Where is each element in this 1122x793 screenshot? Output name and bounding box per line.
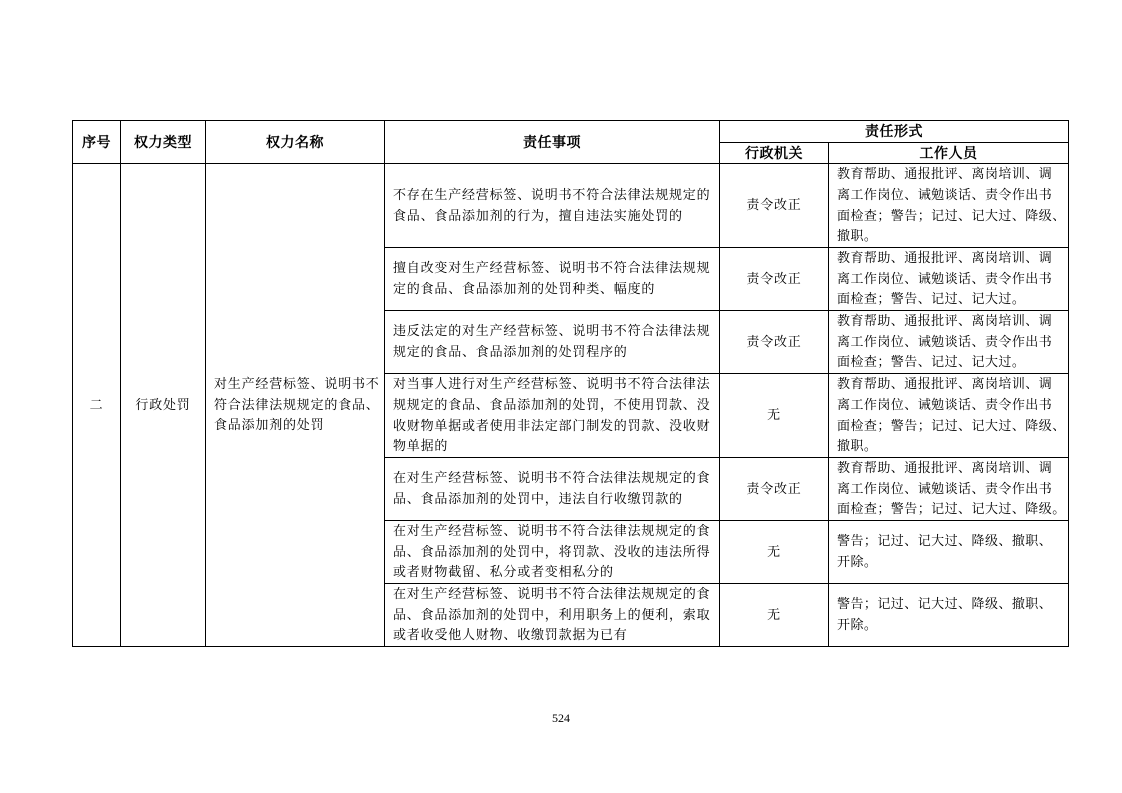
agency-cell: 责令改正: [720, 311, 829, 374]
agency-cell: 无: [720, 374, 829, 458]
staff-cell: 教育帮助、通报批评、离岗培训、调 离工作岗位、诫勉谈话、责令作出书 面检查；警告、记过、记大过。: [829, 311, 1069, 374]
agency-cell: 无: [720, 521, 829, 584]
matter-cell: 不存在生产经营标签、说明书不符合法律法规规定的 食品、食品添加剂的行为，擅自违法实施处罚的: [385, 164, 720, 248]
staff-cell: 教育帮助、通报批评、离岗培训、调 离工作岗位、诫勉谈话、责令作出书 面检查；警告；记过、记大过、降级、 撤职。: [829, 164, 1069, 248]
staff-cell: 教育帮助、通报批评、离岗培训、调 离工作岗位、诫勉谈话、责令作出书 面检查；警告；记过、记大过、降级、 撤职。: [829, 374, 1069, 458]
agency-cell: 责令改正: [720, 458, 829, 521]
matter-cell: 在对生产经营标签、说明书不符合法律法规规定的食 品、食品添加剂的处罚中，违法自行收缴罚款的: [385, 458, 720, 521]
group-power-name-cell: 对生产经营标签、说明书不 符合法律法规规定的食品、 食品添加剂的处罚: [206, 164, 385, 647]
table-body: [73, 164, 1069, 647]
group-power-type-cell: 行政处罚: [121, 164, 206, 647]
matter-cell: 对当事人进行对生产经营标签、说明书不符合法律法 规规定的食品、食品添加剂的处罚，不使用罚款、没 收财物单据或者使用非法定部门制发的罚款、没收财 物单据的: [385, 374, 720, 458]
agency-cell: 无: [720, 584, 829, 647]
header-staff: 工作人员: [829, 143, 1069, 164]
group-seq-cell: 二: [73, 164, 121, 647]
staff-cell: 教育帮助、通报批评、离岗培训、调 离工作岗位、诫勉谈话、责令作出书 面检查；警告；记过、记大过、降级。: [829, 458, 1069, 521]
matter-cell: 违反法定的对生产经营标签、说明书不符合法律法规 规定的食品、食品添加剂的处罚程序的: [385, 311, 720, 374]
staff-cell: 警告；记过、记大过、降级、撤职、 开除。: [829, 521, 1069, 584]
matter-cell: 擅自改变对生产经营标签、说明书不符合法律法规规 定的食品、食品添加剂的处罚种类、幅度的: [385, 248, 720, 311]
staff-cell: 警告；记过、记大过、降级、撤职、 开除。: [829, 584, 1069, 647]
header-agency: 行政机关: [720, 143, 829, 164]
header-forms: 责任形式: [720, 121, 1069, 143]
responsibility-table: [72, 120, 1069, 647]
table-header: [73, 121, 1069, 164]
header-power-type: 权力类型: [121, 121, 206, 164]
header-row: [73, 121, 1069, 143]
header-power-name: 权力名称: [206, 121, 385, 164]
agency-cell: 责令改正: [720, 164, 829, 248]
header-matters: 责任事项: [385, 121, 720, 164]
page-number: 524: [552, 711, 570, 725]
matter-cell: 在对生产经营标签、说明书不符合法律法规规定的食 品、食品添加剂的处罚中，利用职务上的便利，索取 或者收受他人财物、收缴罚款据为已有: [385, 584, 720, 647]
matter-cell: 在对生产经营标签、说明书不符合法律法规规定的食 品、食品添加剂的处罚中，将罚款、没收的违法所得 或者财物截留、私分或者变相私分的: [385, 521, 720, 584]
staff-cell: 教育帮助、通报批评、离岗培训、调 离工作岗位、诫勉谈话、责令作出书 面检查；警告、记过、记大过。: [829, 248, 1069, 311]
agency-cell: 责令改正: [720, 248, 829, 311]
table-row: [73, 164, 1069, 248]
header-seq: 序号: [73, 121, 121, 164]
